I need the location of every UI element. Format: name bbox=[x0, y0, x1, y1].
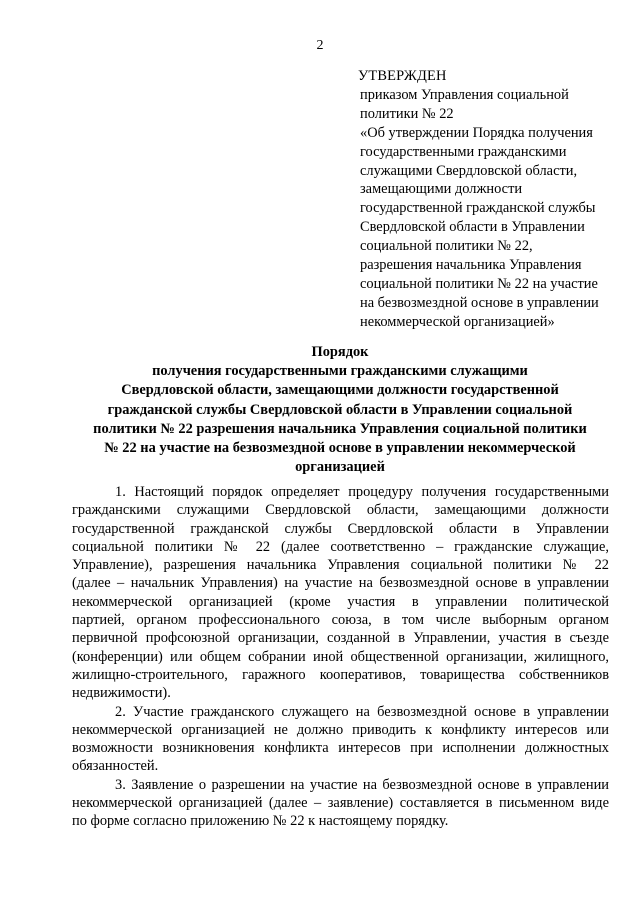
paragraph-line: 3. Заявление о разрешении на участие на безвозмездной основе в управлении bbox=[115, 776, 609, 793]
document-title bbox=[70, 343, 610, 477]
page-number: 2 bbox=[316, 38, 324, 53]
document-body bbox=[72, 483, 609, 831]
paragraph-1 bbox=[72, 483, 609, 703]
paragraph-line: жилищно-строительного, гаражного кооперативов, товарищества собственников bbox=[72, 666, 609, 683]
paragraph-line: 1. Настоящий порядок определяет процедуру получения государственными bbox=[115, 484, 609, 500]
approval-line: политики № 22 bbox=[360, 105, 454, 122]
paragraph-3 bbox=[72, 776, 609, 831]
paragraph-line: обязанностей. bbox=[72, 758, 159, 775]
paragraph-2 bbox=[72, 703, 609, 776]
approval-line: на безвозмездной основе в управлении bbox=[360, 294, 599, 311]
approval-line: служащими Свердловской области, bbox=[360, 162, 578, 179]
paragraph-line: партией, органом профессионального союза, в том числе выборным органом bbox=[72, 612, 609, 629]
approval-line: социальной политики № 22 на участие bbox=[360, 275, 598, 292]
paragraph-line: 2. Участие гражданского служащего на безвозмездной основе в управлении bbox=[115, 703, 609, 720]
title-line: гражданской службы Свердловской области в Управлении социальной bbox=[107, 401, 573, 418]
approval-line: Свердловской области в Управлении bbox=[360, 219, 585, 236]
title-line: организацией bbox=[295, 459, 385, 476]
paragraph-line: социальной политики № 22 (далее соответственно – гражданские служащие, bbox=[72, 538, 609, 555]
approval-line: приказом Управления социальной bbox=[360, 86, 569, 103]
paragraph-line: (конференции) или общем собрании иной общественной организации, жилищного, bbox=[72, 648, 609, 665]
approval-line: разрешения начальника Управления bbox=[360, 257, 582, 274]
paragraph-line: некоммерческой организацией (далее – заявление) составляется в письменном виде bbox=[72, 795, 609, 812]
title-line: получения государственными гражданскими служащими bbox=[152, 363, 528, 380]
approval-line: государственными гражданскими bbox=[360, 143, 567, 160]
paragraph-line: (далее – начальник Управления) на участие на безвозмездной основе в управлении bbox=[72, 575, 609, 592]
approval-line: замещающими должности bbox=[360, 181, 523, 198]
paragraph-line: Управление), разрешения начальника Управления социальной политики № 22 bbox=[72, 557, 609, 574]
title-line: Свердловской области, замещающими должности государственной bbox=[121, 382, 559, 399]
paragraph-line: некоммерческой организацией не должно приводить к конфликту интересов или bbox=[72, 721, 609, 738]
title-line: Порядок bbox=[311, 344, 369, 360]
approval-block bbox=[358, 67, 620, 332]
approval-line: социальной политики № 22, bbox=[360, 238, 533, 255]
approval-line: некоммерческой организацией» bbox=[360, 313, 555, 330]
paragraph-line: некоммерческой организацией (кроме участия в управлении политической bbox=[72, 593, 609, 610]
approval-lines bbox=[358, 86, 620, 332]
title-line: политики № 22 разрешения начальника Управления социальной политики bbox=[93, 420, 587, 437]
approval-line: государственной гражданской службы bbox=[360, 200, 596, 217]
approval-title: УТВЕРЖДЕН bbox=[358, 68, 447, 84]
paragraph-line: недвижимости). bbox=[72, 685, 171, 702]
paragraph-line: гражданскими служащими Свердловской области, замещающими должности bbox=[72, 502, 609, 519]
paragraph-line: государственной гражданской службы Свердловской области в Управлении bbox=[72, 520, 609, 537]
paragraph-line: по форме согласно приложению № 22 к настоящему порядку. bbox=[72, 813, 449, 830]
title-line: № 22 на участие на безвозмездной основе в управлении некоммерческой bbox=[104, 440, 576, 457]
paragraph-line: возможности возникновения конфликта интересов при исполнении должностных bbox=[72, 740, 609, 757]
approval-line: «Об утверждении Порядка получения bbox=[360, 124, 593, 141]
paragraph-line: первичной профсоюзной организации, созданной в Управлении, участия в съезде bbox=[72, 630, 609, 647]
